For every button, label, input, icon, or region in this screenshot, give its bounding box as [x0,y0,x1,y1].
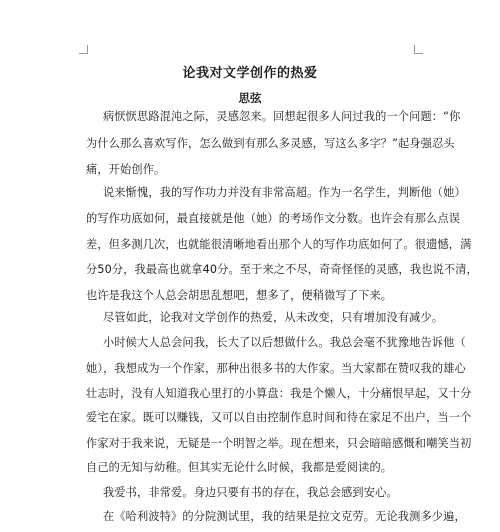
paragraph-line: 说来惭愧，我的写作功力并没有非常高超。作为一名学生，判断他（她） [103,186,466,199]
paragraph-line: 我爱书，非常爱。身边只要有书的存在，我总会感到安心。 [103,486,398,499]
paragraph-line: 小时候大人总会问我，长大了以后想做什么。我总会毫不犹豫地告诉他（ [103,336,466,349]
paragraph-line: 她），我想成为一个作家，那种出很多书的大作家。当大家都在赞叹我的雄心 [86,362,466,375]
paragraph-line: 作家对于我来说，无疑是一个明智之举。现在想来，只会暗暗感慨和嘲笑当初 [86,437,472,450]
paragraph-line: 爱宅在家。既可以赚钱，又可以自由控制作息时间和待在家足不出户，当一个 [86,411,472,424]
paragraph-line: 分50分，我最高也就拿40分。至于来之不尽，奇奇怪怪的灵感，我也说不清， [86,263,478,276]
paragraph-line: 痛，开始创作。 [86,163,166,176]
document-author: 思弦 [238,91,262,105]
document-title: 论我对文学创作的热爱 [182,66,318,81]
paragraph-line: 自己的无知与幼稚。但其实无论什么时候，我都是爱阅读的。 [86,461,393,474]
paragraph-line: 尽管如此，论我对文学创作的热爱，从未改变，只有增加没有减少。 [103,311,444,324]
paragraph-line: 也许是我这个人总会胡思乱想吧，想多了，便稍微写了下来。 [86,289,393,302]
paragraph-line: 的写作功底如何，最直接就是他（她）的考场作文分数。也许会有那么点误 [86,212,461,225]
paragraph-line: 差，但多测几次，也就能很清晰地看出那个人的写作功底如何了。很遗憾，满 [86,238,472,251]
page-corner-mark-top-right [414,45,423,54]
paragraph-line: 在《哈利波特》的分院测试里，我的结果是拉文克劳。无论我测多少遍， [103,510,466,523]
paragraph-line: 病恹恹思路混沌之际，灵感忽来。回想起很多人问过我的一个问题：“你 [103,110,461,123]
paragraph-line: 为什么那么喜欢写作，怎么做到有那么多灵感，写这么多字？”起身强忍头 [86,137,455,150]
page-corner-mark-top-left [79,45,88,54]
paragraph-line: 壮志时，没有人知道我心里打的小算盘：我是个懒人，十分痛恨早起，又十分 [86,387,472,400]
